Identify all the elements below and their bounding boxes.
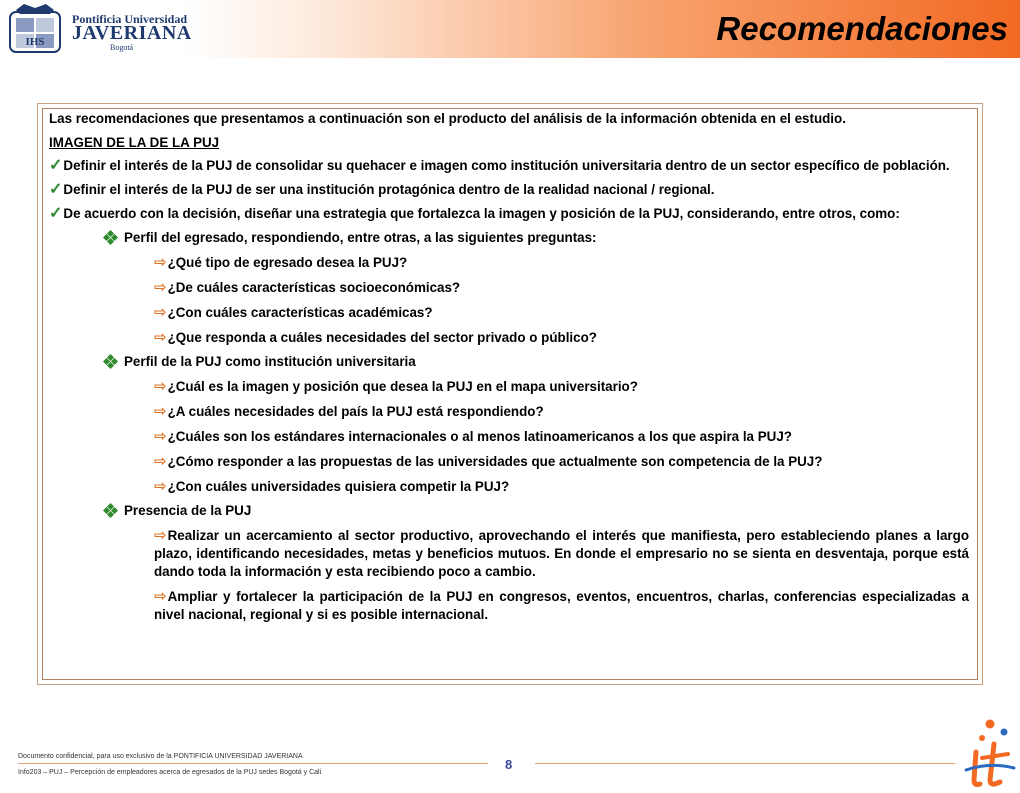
outline-arrow-icon: ⇨: [154, 427, 167, 445]
footer-confidential: Documento confidencial, para uso exclusivo de la PONTIFICIA UNIVERSIDAD JAVERIANA: [18, 753, 303, 760]
question-text: ¿Con cuáles características académicas?: [167, 305, 433, 320]
question-item: [49, 303, 969, 322]
question-item: [49, 427, 969, 446]
group-label: [49, 229, 969, 247]
footer-divider-right: [535, 763, 955, 764]
question-item: [49, 253, 969, 272]
outline-arrow-icon: ⇨: [154, 303, 167, 321]
four-diamond-bullet-icon: [104, 504, 118, 516]
four-diamond-bullet-icon: [104, 355, 118, 367]
outline-arrow-icon: ⇨: [154, 526, 167, 544]
question-text: ¿Cuáles son los estándares internacionales o al menos latinoamericanos a los que aspira la PUJ?: [167, 429, 792, 444]
question-text: ¿Cómo responder a las propuestas de las universidades que actualmente son competencia de la PUJ?: [167, 454, 823, 469]
university-logo: [4, 2, 192, 58]
outline-arrow-icon: ⇨: [154, 377, 167, 395]
check-text: Definir el interés de la PUJ de ser una institución protagónica dentro de la realidad nacional / regional.: [63, 182, 715, 197]
question-text: ¿Con cuáles universidades quisiera competir la PUJ?: [167, 479, 510, 494]
question-item: [49, 328, 969, 347]
four-diamond-bullet-icon: [104, 231, 118, 243]
question-text: ¿Qué tipo de egresado desea la PUJ?: [167, 255, 408, 270]
question-item: [49, 402, 969, 421]
logo-line3: Bogotá: [110, 43, 134, 52]
outline-arrow-icon: ⇨: [154, 587, 167, 605]
check-icon: ✓: [49, 205, 63, 222]
outline-arrow-icon: ⇨: [154, 253, 167, 271]
page-number: 8: [505, 757, 513, 772]
recommendation-text: Realizar un acercamiento al sector productivo, aprovechando el interés que manifiesta, pero estableciendo planes a largo plazo, identificando necesidades, metas y beneficios mutuos. En donde el empresario no se sienta en desventaja, porque está dando toda la información y esta recibiendo poco a cambio.: [154, 528, 969, 579]
recommendation-item: [49, 587, 969, 624]
content-box: [37, 103, 983, 685]
svg-text:IHS: IHS: [25, 36, 45, 48]
group-label-text: Perfil de la PUJ como institución universitaria: [124, 354, 416, 369]
section-heading: IMAGEN DE LA DE LA PUJ: [49, 135, 220, 150]
group-label: [49, 353, 969, 371]
outline-arrow-icon: ⇨: [154, 278, 167, 296]
check-icon: ✓: [49, 157, 63, 174]
question-item: [49, 452, 969, 471]
recommendation-item: [49, 526, 969, 581]
outline-arrow-icon: ⇨: [154, 477, 167, 495]
page-title: Recomendaciones: [716, 10, 1008, 47]
question-item: [49, 278, 969, 297]
check-text: Definir el interés de la PUJ de consolidar su quehacer e imagen como institución universitaria dentro de un sector específico de población.: [63, 158, 950, 173]
check-item: [49, 205, 969, 223]
footer-reference: Info203 – PUJ – Percepción de empleadores acerca de egresados de la PUJ sedes Bogotá y Cali: [18, 769, 322, 776]
group-label-text: Perfil del egresado, respondiendo, entre otras, a las siguientes preguntas:: [124, 230, 597, 245]
outline-arrow-icon: ⇨: [154, 328, 167, 346]
check-icon: ✓: [49, 181, 63, 198]
question-item: [49, 477, 969, 496]
question-text: ¿A cuáles necesidades del país la PUJ está respondiendo?: [167, 404, 544, 419]
it-brand-logo-icon: [960, 718, 1020, 790]
group-label: [49, 502, 969, 520]
check-text: De acuerdo con la decisión, diseñar una estrategia que fortalezca la imagen y posición de la PUJ, considerando, entre otros, como:: [63, 206, 900, 221]
question-text: ¿De cuáles características socioeconómicas?: [167, 280, 461, 295]
question-text: ¿Que responda a cuáles necesidades del sector privado o público?: [167, 330, 597, 345]
intro-text: Las recomendaciones que presentamos a continuación son el producto del análisis de la información obtenida en el estudio.: [49, 111, 846, 126]
outline-arrow-icon: ⇨: [154, 452, 167, 470]
check-item: [49, 157, 969, 175]
university-shield-icon: [6, 4, 64, 56]
question-item: [49, 377, 969, 396]
logo-line1: Pontificia Universidad: [72, 12, 188, 26]
content-body: [49, 110, 969, 630]
check-item: [49, 181, 969, 199]
group-label-text: Presencia de la PUJ: [124, 503, 252, 518]
footer-divider-left: [18, 763, 488, 764]
logo-line2: JAVERIANA: [72, 22, 192, 44]
question-text: ¿Cuál es la imagen y posición que desea la PUJ en el mapa universitario?: [167, 379, 638, 394]
outline-arrow-icon: ⇨: [154, 402, 167, 420]
recommendation-text: Ampliar y fortalecer la participación de la PUJ en congresos, eventos, encuentros, charlas, conferencias especializadas a nivel nacional, regional y si es posible internacional.: [154, 589, 969, 622]
